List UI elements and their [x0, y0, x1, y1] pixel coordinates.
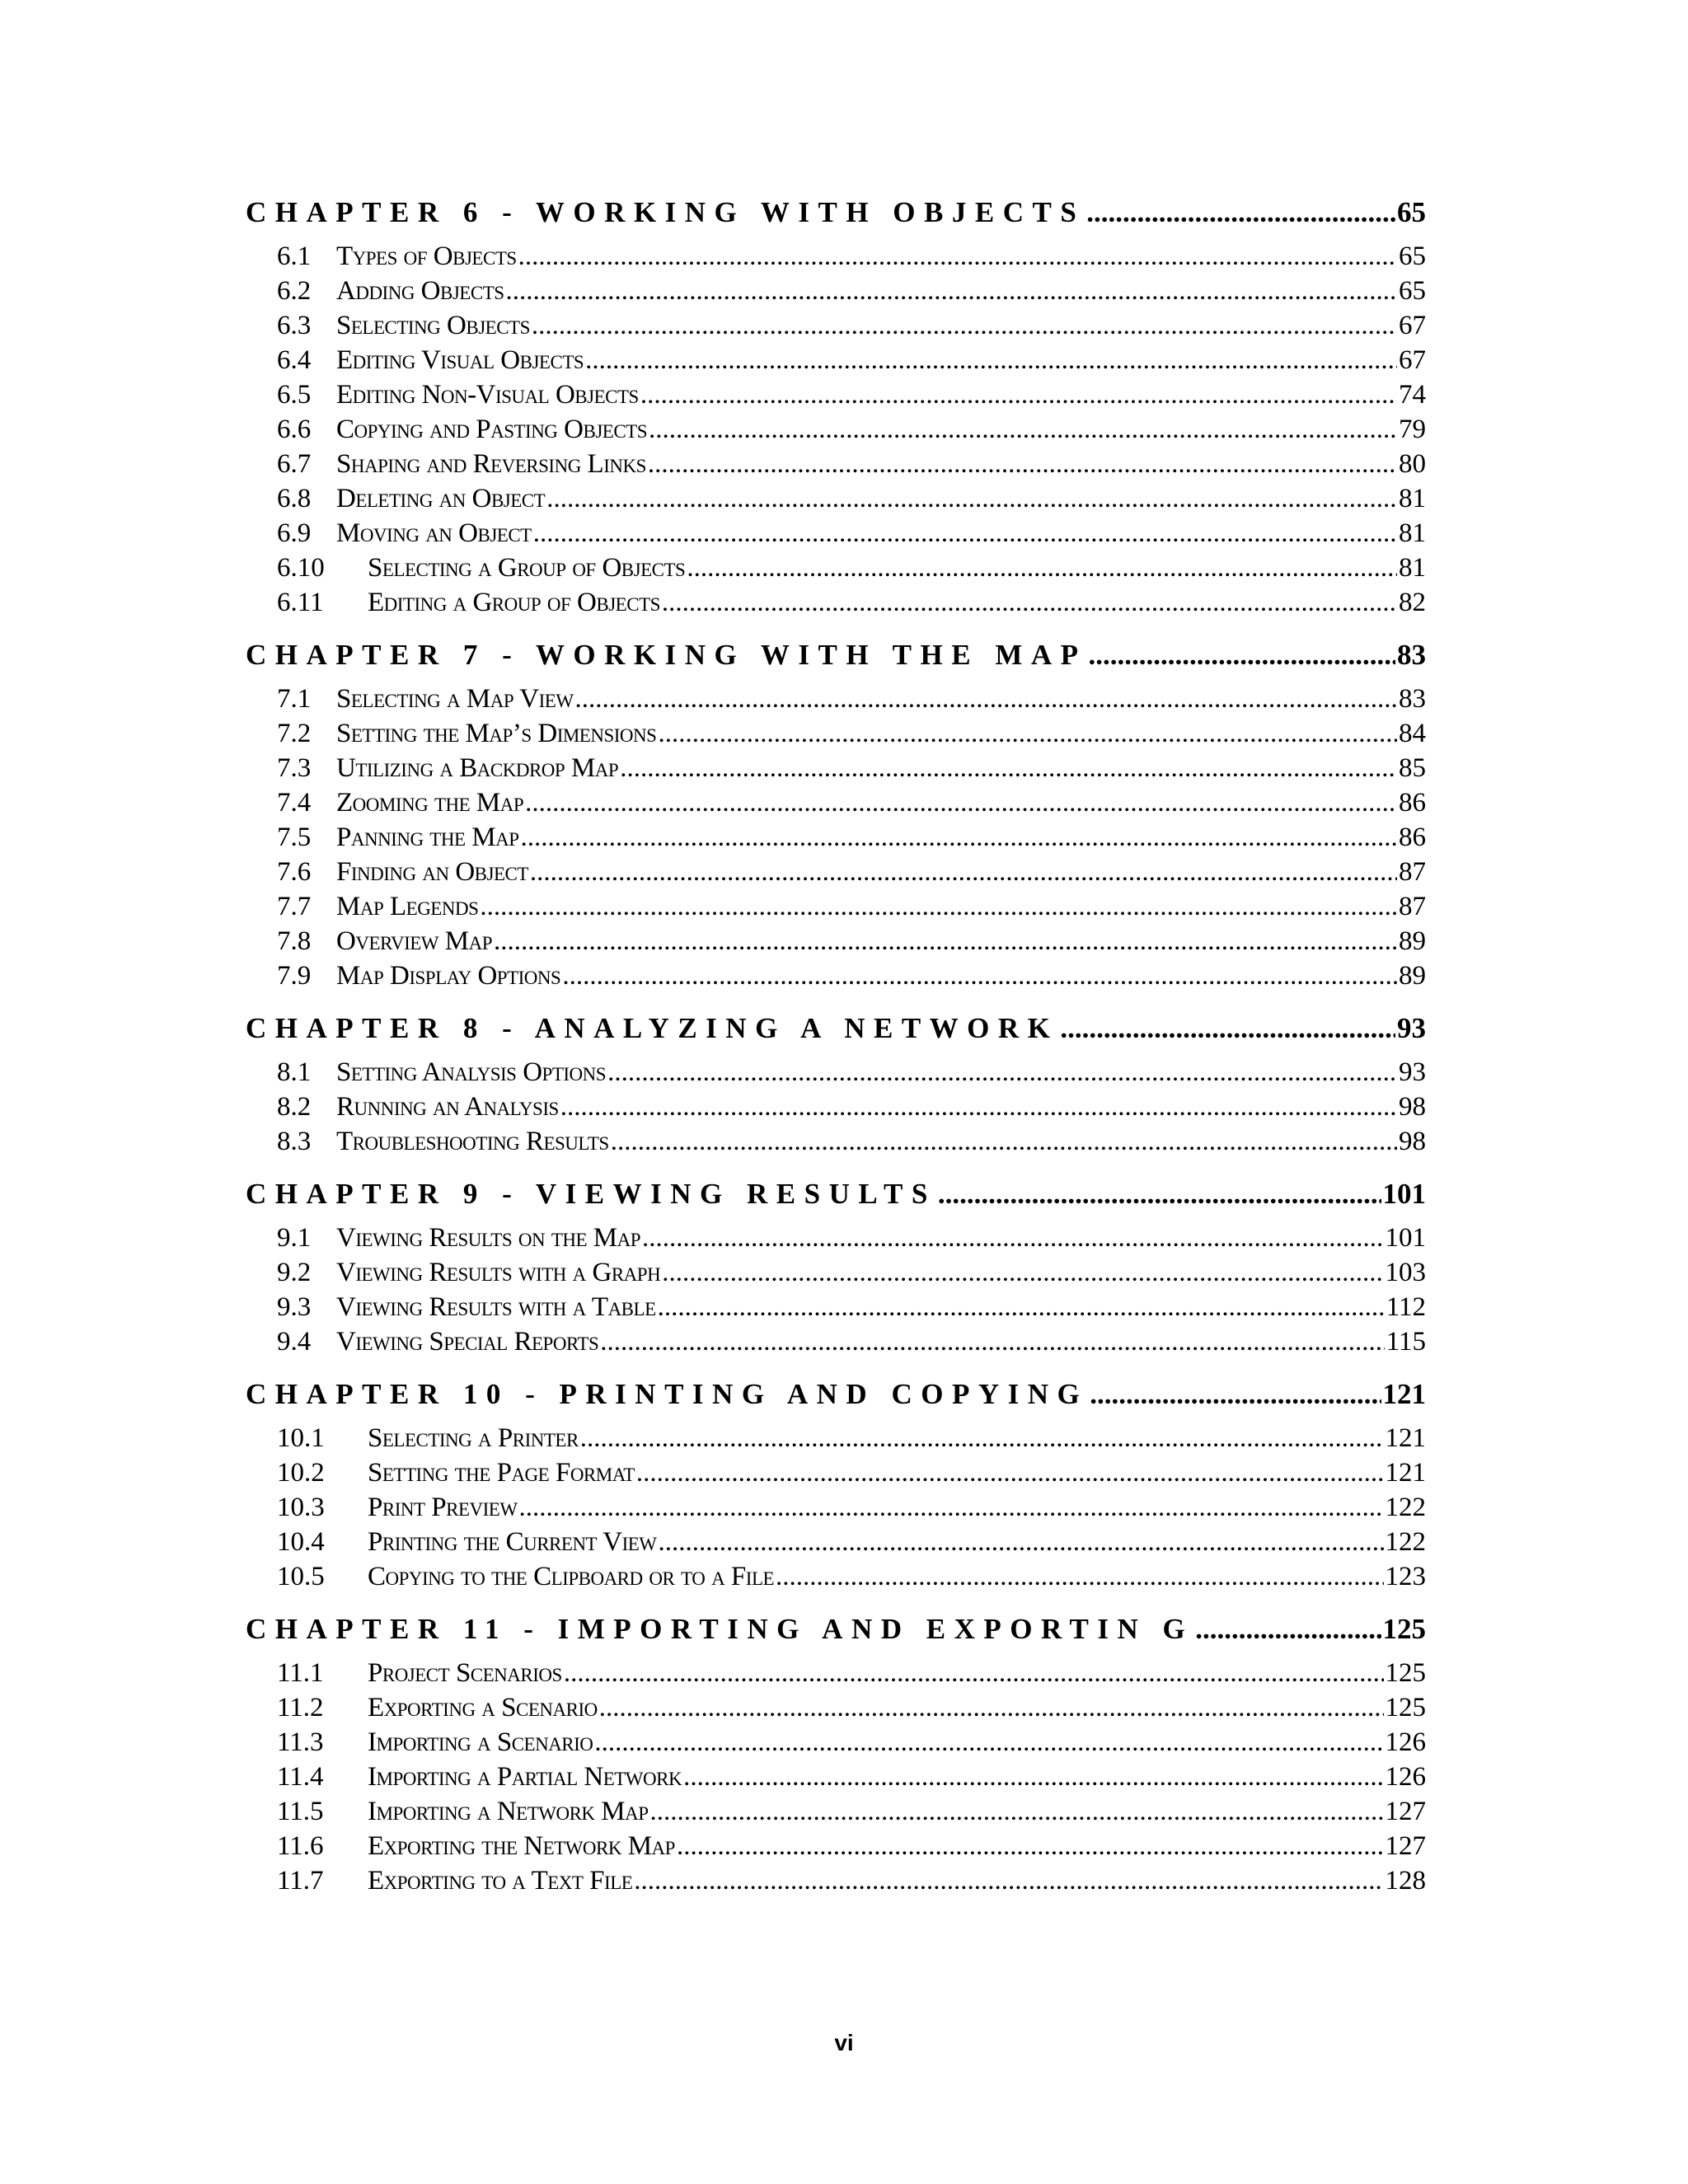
- section-title: Viewing Special Reports: [336, 1327, 599, 1357]
- dot-leader: [600, 1327, 1384, 1357]
- section-title: Setting the Page Format: [368, 1458, 635, 1488]
- section-page-number: 98: [1399, 1092, 1426, 1122]
- section-number: 10.5: [277, 1562, 325, 1591]
- dot-leader: [518, 241, 1397, 272]
- section-page-number: 81: [1399, 484, 1426, 513]
- section-number: 10.1: [277, 1423, 325, 1453]
- section-page-number: 65: [1399, 241, 1426, 271]
- section-page-number: 128: [1385, 1866, 1426, 1896]
- toc-entry[interactable]: [246, 1727, 1426, 1762]
- dot-leader: [546, 484, 1397, 514]
- dot-leader: [662, 1258, 1383, 1288]
- toc-entry[interactable]: [246, 1527, 1426, 1562]
- dot-leader: [1195, 1613, 1381, 1646]
- section-page-number: 85: [1399, 753, 1426, 783]
- section-number: 8.3: [277, 1127, 312, 1156]
- toc-entry[interactable]: [246, 276, 1426, 311]
- section-number: 11.1: [277, 1658, 324, 1688]
- chapter-title: CHAPTER 7 - WORKING WITH THE MAP: [246, 639, 1087, 671]
- toc-entry[interactable]: [246, 1658, 1426, 1693]
- dot-leader: [564, 1658, 1384, 1689]
- dot-leader: [585, 345, 1397, 376]
- section-number: 9.2: [277, 1258, 312, 1287]
- section-title: Print Preview: [368, 1493, 518, 1522]
- section-page-number: 84: [1399, 719, 1426, 748]
- section-page-number: 93: [1399, 1057, 1426, 1087]
- dot-leader: [938, 1178, 1381, 1211]
- section-page-number: 101: [1385, 1223, 1426, 1253]
- section-number: 6.6: [277, 415, 312, 444]
- section-page-number: 112: [1386, 1292, 1426, 1322]
- section-title: Selecting Objects: [336, 311, 530, 340]
- dot-leader: [575, 684, 1397, 715]
- section-number: 7.5: [277, 823, 312, 852]
- section-number: 6.3: [277, 311, 312, 340]
- dot-leader: [776, 1562, 1383, 1592]
- toc-entry[interactable]: [246, 719, 1426, 753]
- section-title: Exporting to a Text File: [368, 1866, 633, 1896]
- section-number: 6.1: [277, 241, 312, 271]
- section-page-number: 87: [1399, 892, 1426, 921]
- section-number: 11.4: [277, 1762, 324, 1792]
- section-title: Viewing Results with a Table: [336, 1292, 656, 1322]
- section-number: 6.4: [277, 345, 312, 375]
- toc-entry[interactable]: [246, 1223, 1426, 1258]
- toc-entry[interactable]: [246, 484, 1426, 518]
- section-title: Setting Analysis Options: [336, 1057, 607, 1087]
- toc-entry[interactable]: [246, 449, 1426, 484]
- toc-entry[interactable]: [246, 926, 1426, 961]
- section-number: 8.1: [277, 1057, 312, 1087]
- section-page-number: 74: [1399, 380, 1426, 410]
- section-number: 7.3: [277, 753, 312, 783]
- chapter-page-number: 125: [1382, 1613, 1426, 1645]
- toc-entry[interactable]: [246, 553, 1426, 588]
- section-page-number: 127: [1385, 1797, 1426, 1826]
- section-number: 11.2: [277, 1693, 324, 1722]
- toc-entry[interactable]: [246, 788, 1426, 823]
- toc-entry[interactable]: [246, 684, 1426, 719]
- section-page-number: 79: [1399, 415, 1426, 444]
- section-page-number: 103: [1385, 1258, 1426, 1287]
- toc-entry[interactable]: [246, 380, 1426, 415]
- section-number: 6.8: [277, 484, 312, 513]
- section-number: 6.7: [277, 449, 312, 479]
- section-page-number: 86: [1399, 788, 1426, 818]
- toc-chapter-heading[interactable]: [246, 196, 1426, 231]
- section-title: Finding an Object: [336, 857, 528, 887]
- section-number: 6.2: [277, 276, 312, 306]
- toc-entry[interactable]: [246, 588, 1426, 622]
- toc-entry[interactable]: [246, 1493, 1426, 1527]
- dot-leader: [607, 1057, 1397, 1088]
- section-number: 7.7: [277, 892, 312, 921]
- section-title: Viewing Results on the Map: [336, 1223, 641, 1253]
- section-title: Exporting the Network Map: [368, 1831, 675, 1861]
- chapter-title: CHAPTER 9 - VIEWING RESULTS: [246, 1178, 936, 1210]
- section-number: 10.3: [277, 1493, 325, 1522]
- dot-leader: [662, 588, 1397, 618]
- toc-entry[interactable]: [246, 857, 1426, 892]
- dot-leader: [562, 961, 1397, 991]
- section-number: 9.1: [277, 1223, 312, 1253]
- toc-entry[interactable]: [246, 1762, 1426, 1797]
- chapter-page-number: 121: [1382, 1378, 1426, 1410]
- dot-leader: [636, 1458, 1384, 1488]
- dot-leader: [658, 719, 1397, 749]
- chapter-page-number: 65: [1397, 196, 1426, 228]
- section-title: Viewing Results with a Graph: [336, 1258, 661, 1287]
- dot-leader: [521, 823, 1397, 853]
- toc-entry[interactable]: [246, 1831, 1426, 1866]
- dot-leader: [1089, 639, 1395, 672]
- dot-leader: [634, 1866, 1383, 1896]
- section-number: 7.4: [277, 788, 312, 818]
- section-page-number: 126: [1385, 1727, 1426, 1757]
- section-page-number: 126: [1385, 1762, 1426, 1792]
- section-page-number: 98: [1399, 1127, 1426, 1156]
- section-title: Setting the Map’s Dimensions: [336, 719, 657, 748]
- section-number: 11.7: [277, 1866, 324, 1896]
- section-title: Troubleshooting Results: [336, 1127, 609, 1156]
- section-title: Running an Analysis: [336, 1092, 559, 1122]
- section-page-number: 86: [1399, 823, 1426, 852]
- section-number: 6.11: [277, 588, 324, 617]
- toc-entry[interactable]: [246, 1292, 1426, 1327]
- section-number: 7.9: [277, 961, 312, 991]
- section-title: Map Display Options: [336, 961, 561, 991]
- section-title: Utilizing a Backdrop Map: [336, 753, 619, 783]
- dot-leader: [650, 1797, 1384, 1827]
- dot-leader: [640, 380, 1397, 410]
- section-page-number: 81: [1399, 553, 1426, 583]
- section-title: Zooming the Map: [336, 788, 524, 818]
- dot-leader: [620, 753, 1397, 784]
- section-number: 11.5: [277, 1797, 324, 1826]
- dot-leader: [532, 311, 1397, 341]
- dot-leader: [519, 1493, 1384, 1523]
- section-number: 10.2: [277, 1458, 325, 1488]
- dot-leader: [533, 518, 1397, 549]
- section-title: Exporting a Scenario: [368, 1693, 598, 1722]
- chapter-title: CHAPTER 8 - ANALYZING A NETWORK: [246, 1012, 1059, 1044]
- section-title: Project Scenarios: [368, 1658, 562, 1688]
- chapter-title: CHAPTER 6 - WORKING WITH OBJECTS: [246, 196, 1085, 228]
- dot-leader: [530, 857, 1397, 888]
- dot-leader: [648, 449, 1397, 480]
- dot-leader: [506, 276, 1397, 307]
- chapter-title: CHAPTER 11 - IMPORTING AND EXPORTIN G: [246, 1613, 1194, 1645]
- toc-entry[interactable]: [246, 1562, 1426, 1596]
- chapter-page-number: 101: [1382, 1178, 1426, 1210]
- toc-chapter-heading[interactable]: [246, 1178, 1426, 1212]
- toc-chapter-heading[interactable]: [246, 1378, 1426, 1413]
- toc-entry[interactable]: [246, 1092, 1426, 1127]
- section-number: 6.9: [277, 518, 312, 548]
- chapter-page-number: 83: [1397, 639, 1426, 671]
- section-page-number: 122: [1385, 1527, 1426, 1557]
- dot-leader: [683, 1762, 1383, 1793]
- toc-entry[interactable]: [246, 1797, 1426, 1831]
- chapter-title: CHAPTER 10 - PRINTING AND COPYING: [246, 1378, 1089, 1410]
- dot-leader: [649, 415, 1397, 445]
- dot-leader: [525, 788, 1397, 818]
- dot-leader: [687, 553, 1397, 583]
- toc-entry[interactable]: [246, 1693, 1426, 1727]
- dot-leader: [658, 1292, 1385, 1323]
- section-number: 11.6: [277, 1831, 324, 1861]
- dot-leader: [677, 1831, 1384, 1862]
- section-page-number: 67: [1399, 311, 1426, 340]
- dot-leader: [560, 1092, 1397, 1122]
- dot-leader: [659, 1527, 1384, 1558]
- toc-entry[interactable]: [246, 1423, 1426, 1458]
- section-page-number: 115: [1386, 1327, 1426, 1357]
- section-page-number: 87: [1399, 857, 1426, 887]
- toc-entry[interactable]: [246, 311, 1426, 345]
- section-page-number: 81: [1399, 518, 1426, 548]
- toc-entry[interactable]: [246, 241, 1426, 276]
- section-title: Editing a Group of Objects: [368, 588, 660, 617]
- toc-chapter-heading[interactable]: [246, 1012, 1426, 1047]
- section-title: Selecting a Map View: [336, 684, 574, 714]
- toc-entry[interactable]: [246, 1327, 1426, 1361]
- section-title: Importing a Partial Network: [368, 1762, 682, 1792]
- section-number: 9.3: [277, 1292, 312, 1322]
- dot-leader: [494, 926, 1397, 957]
- dot-leader: [594, 1727, 1383, 1758]
- dot-leader: [1086, 196, 1395, 229]
- toc-chapter-heading[interactable]: [246, 1613, 1426, 1647]
- toc-entry[interactable]: [246, 1458, 1426, 1493]
- section-page-number: 123: [1385, 1562, 1426, 1591]
- dot-leader: [642, 1223, 1383, 1254]
- section-number: 6.5: [277, 380, 312, 410]
- section-page-number: 125: [1385, 1658, 1426, 1688]
- dot-leader: [580, 1423, 1384, 1454]
- section-title: Moving an Object: [336, 518, 532, 548]
- toc-entry[interactable]: [246, 823, 1426, 857]
- toc-entry[interactable]: [246, 345, 1426, 380]
- toc-entry[interactable]: [246, 1866, 1426, 1900]
- section-page-number: 127: [1385, 1831, 1426, 1861]
- section-page-number: 83: [1399, 684, 1426, 714]
- section-page-number: 67: [1399, 345, 1426, 375]
- section-number: 9.4: [277, 1327, 312, 1357]
- toc-chapter-heading[interactable]: [246, 639, 1426, 673]
- chapter-page-number: 93: [1397, 1012, 1426, 1044]
- section-number: 7.1: [277, 684, 312, 714]
- section-title: Importing a Network Map: [368, 1797, 649, 1826]
- section-title: Map Legends: [336, 892, 479, 921]
- toc-entry[interactable]: [246, 1127, 1426, 1161]
- section-number: 8.2: [277, 1092, 312, 1122]
- section-title: Selecting a Printer: [368, 1423, 579, 1453]
- section-number: 10.4: [277, 1527, 325, 1557]
- section-number: 6.10: [277, 553, 325, 583]
- section-page-number: 65: [1399, 276, 1426, 306]
- section-number: 7.8: [277, 926, 312, 956]
- toc-entry[interactable]: [246, 892, 1426, 926]
- dot-leader: [611, 1127, 1397, 1157]
- section-page-number: 82: [1399, 588, 1426, 617]
- section-title: Copying to the Clipboard or to a File: [368, 1562, 775, 1591]
- section-page-number: 89: [1399, 926, 1426, 956]
- toc-entry[interactable]: [246, 518, 1426, 553]
- section-title: Shaping and Reversing Links: [336, 449, 646, 479]
- section-page-number: 121: [1385, 1423, 1426, 1453]
- dot-leader: [1060, 1012, 1395, 1045]
- section-page-number: 125: [1385, 1693, 1426, 1722]
- toc-entry[interactable]: [246, 961, 1426, 996]
- dot-leader: [480, 892, 1397, 922]
- section-title: Importing a Scenario: [368, 1727, 593, 1757]
- section-page-number: 121: [1385, 1458, 1426, 1488]
- section-page-number: 80: [1399, 449, 1426, 479]
- dot-leader: [599, 1693, 1384, 1723]
- section-number: 7.6: [277, 857, 312, 887]
- section-page-number: 122: [1385, 1493, 1426, 1522]
- toc-entry[interactable]: [246, 1057, 1426, 1092]
- dot-leader: [1090, 1378, 1381, 1411]
- table-of-contents: [246, 196, 1426, 1900]
- toc-entry[interactable]: [246, 753, 1426, 788]
- section-title: Overview Map: [336, 926, 493, 956]
- section-title: Panning the Map: [336, 823, 519, 852]
- section-title: Printing the Current View: [368, 1527, 657, 1557]
- section-number: 7.2: [277, 719, 312, 748]
- section-title: Editing Non-Visual Objects: [336, 380, 639, 410]
- section-title: Types of Objects: [336, 241, 517, 271]
- page-number: vi: [834, 2030, 854, 2055]
- section-page-number: 89: [1399, 961, 1426, 991]
- section-title: Editing Visual Objects: [336, 345, 584, 375]
- section-title: Deleting an Object: [336, 484, 546, 513]
- section-number: 11.3: [277, 1727, 324, 1757]
- section-title: Selecting a Group of Objects: [368, 553, 686, 583]
- section-title: Adding Objects: [336, 276, 504, 306]
- toc-entry[interactable]: [246, 415, 1426, 449]
- toc-entry[interactable]: [246, 1258, 1426, 1292]
- section-title: Copying and Pasting Objects: [336, 415, 648, 444]
